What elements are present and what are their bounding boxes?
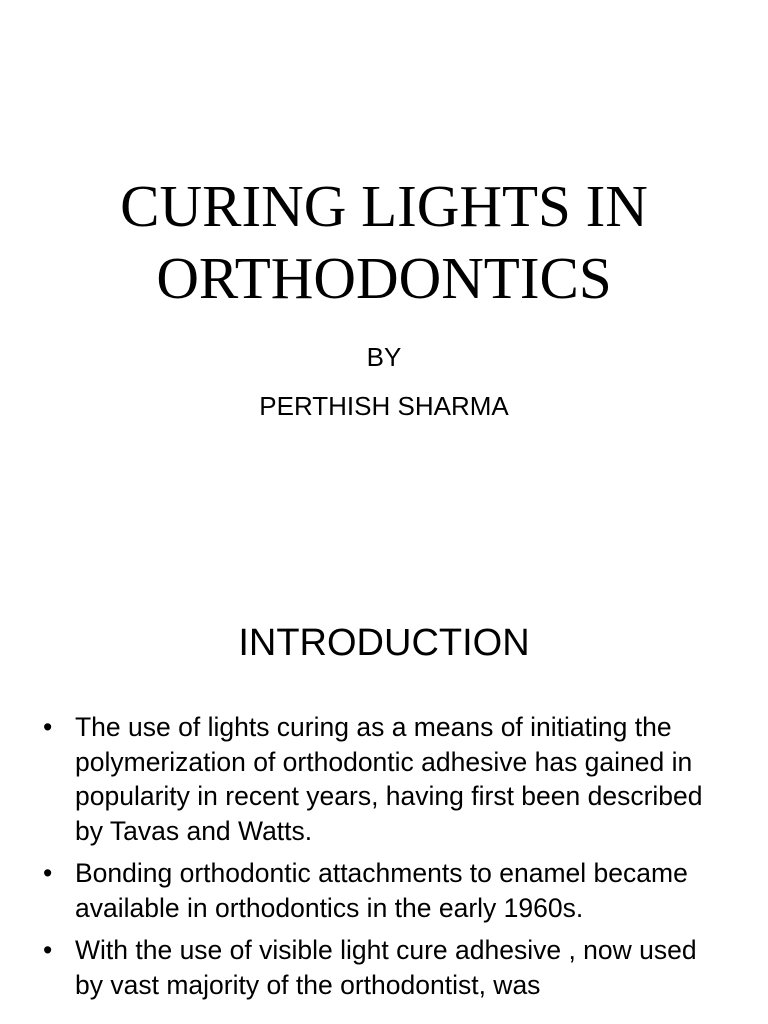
introduction-slide [0,576,768,1024]
bullet-text: With the use of visible light cure adhesive , now used by vast majority of the orthodontist, was [75,935,697,1000]
title-line: ORTHODONTICS [156,245,612,311]
list-item [0,710,768,848]
subtitle-block [0,333,768,431]
list-item [0,856,768,925]
bullet-icon: • [43,935,53,965]
author-name: PERTHISH SHARMA [259,391,509,421]
title-line: CURING LIGHTS IN [120,173,648,239]
bullet-text: Bonding orthodontic attachments to enamel became available in orthodontics in the early 1960s. [75,858,688,923]
list-item [0,933,768,1002]
bullet-icon: • [43,858,53,888]
bullet-list [0,710,768,1010]
slide-heading: INTRODUCTION [238,622,530,664]
bullet-text: The use of lights curing as a means of initiating the polymerization of orthodontic adhesive has gained in popularity in recent years, having first been described by Tavas and Watts. [75,712,703,846]
presentation-title [0,170,768,314]
by-label: BY [366,342,402,372]
bullet-icon: • [43,712,53,742]
